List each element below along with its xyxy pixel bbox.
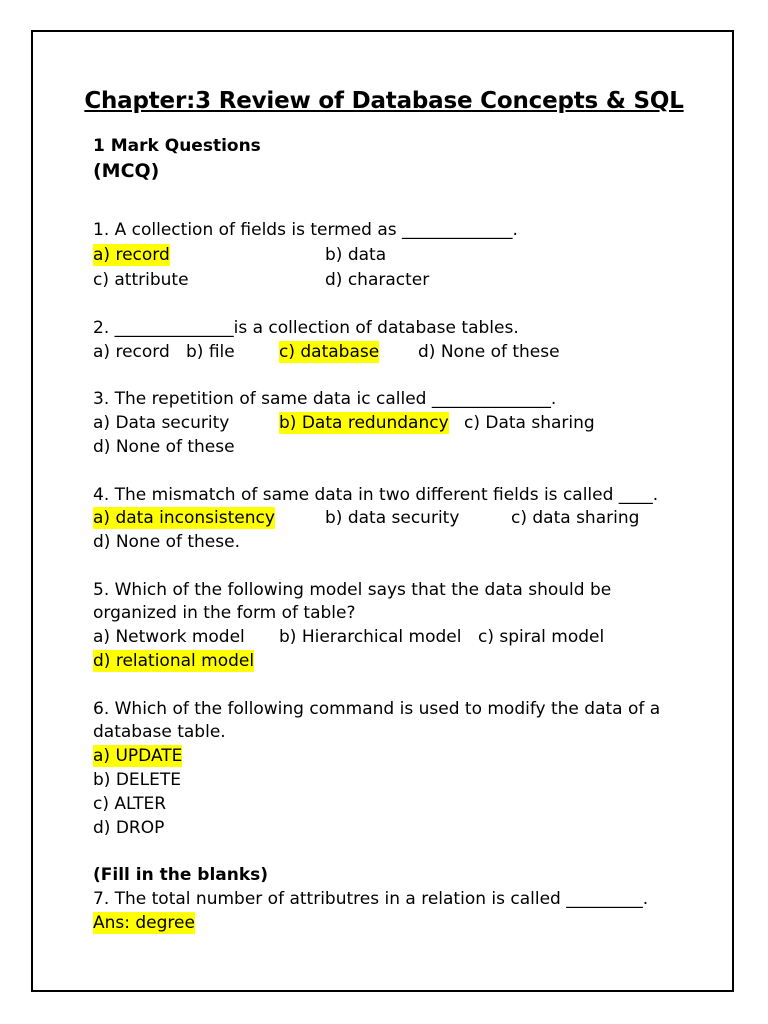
q4-option-c: c) data sharing [511,508,640,528]
question-4: 4. The mismatch of same data in two different fields is called ____. [93,485,659,505]
q6-option-d: d) DROP [93,818,165,838]
q3-option-b: b) Data redundancy [279,413,449,433]
q1-option-d: d) character [325,270,430,290]
q4-option-d: d) None of these. [93,532,240,552]
q4-option-a: a) data inconsistency [93,508,275,528]
q2-option-c: c) database [279,342,380,362]
q6-option-b: b) DELETE [93,770,181,790]
q1-option-b: b) data [325,245,387,265]
page-title: Chapter:3 Review of Database Concepts & SQL [84,88,684,114]
q1-option-c: c) attribute [93,270,189,290]
question-2: 2. ______________is a collection of database tables. [93,318,519,338]
q3-option-a: a) Data security [93,413,230,433]
question-5-line-2: organized in the form of table? [93,603,356,623]
q5-option-c: c) spiral model [478,627,605,647]
question-5-line-1: 5. Which of the following model says that the data should be [93,580,612,600]
q2-option-a: a) record [93,342,170,362]
q5-option-d: d) relational model [93,651,255,671]
question-1: 1. A collection of fields is termed as _____________. [93,220,518,240]
q6-option-a: a) UPDATE [93,746,183,766]
q2-option-b: b) file [186,342,235,362]
section-heading: 1 Mark Questions [93,136,261,156]
question-3: 3. The repetition of same data ic called ______________. [93,389,557,409]
q1-option-a: a) record [93,245,170,265]
question-7: 7. The total number of attributres in a relation is called _________. [93,889,649,909]
question-6-line-1: 6. Which of the following command is used to modify the data of a [93,699,661,719]
q7-answer: Ans: degree [93,913,195,933]
q5-option-b: b) Hierarchical model [279,627,462,647]
question-6-line-2: database table. [93,722,226,742]
q5-option-a: a) Network model [93,627,245,647]
fill-blanks-heading: (Fill in the blanks) [93,865,269,885]
q3-option-d: d) None of these [93,437,235,457]
subsection-heading: (MCQ) [93,160,160,182]
q6-option-c: c) ALTER [93,794,167,814]
q2-option-d: d) None of these [418,342,560,362]
q4-option-b: b) data security [325,508,460,528]
q3-option-c: c) Data sharing [464,413,595,433]
